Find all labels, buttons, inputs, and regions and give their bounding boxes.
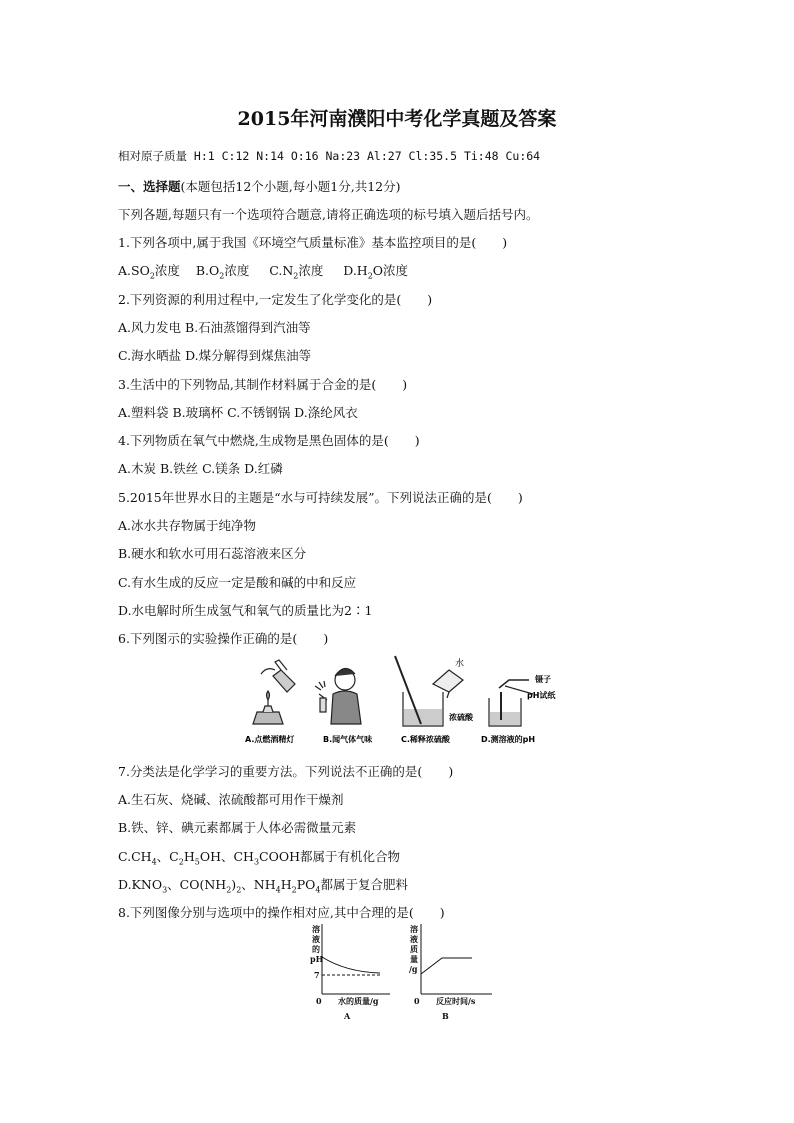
q8-close: ) [439,905,445,920]
q5-option-c: C.有水生成的反应一定是酸和碱的中和反应 [118,575,357,590]
q6-figure [243,654,563,749]
graph-a-xlabel: 水的质量/g [338,996,379,1006]
ph-test-illustration [489,680,533,726]
q2-stem [118,290,432,308]
q1-close: ) [502,235,508,250]
q5-option-d: D.水电解时所生成氢气和氧气的质量比为2∶1 [118,603,373,618]
q3-close: ) [402,377,408,392]
graph-b-curve [421,958,472,974]
q5-option-b: B.硬水和软水可用石蕊溶液来区分 [118,546,307,561]
graph-b-ylabel-5: /g [409,964,418,974]
graph-a-ylabel-3: 的 [312,944,320,954]
q3-stem-text: 3.生活中的下列物品,其制作材料属于合金的是( [118,377,377,392]
graph-a-ylabel-2: 液 [312,934,320,944]
q7-option-d: $D.KNO_3$、$CO(NH_2)_2$、$NH_4H_2PO_4$都属于复合肥料 [118,877,408,895]
graph-a-seven: 7 [314,970,320,980]
person-illustration [315,668,361,724]
paper-label: pH试纸 [527,691,556,700]
page-title: 2015年河南濮阳中考化学真题及答案 [237,108,557,130]
q4-options: A.木炭 B.铁丝 C.镁条 D.红磷 [118,461,283,476]
q8-stem [118,903,445,921]
caption-a: A.点燃酒精灯 [245,735,295,744]
q7-stem-text: 7.分类法是化学学习的重要方法。下列说法不正确的是( [118,764,423,779]
graph-a-zero: 0 [316,996,322,1006]
section-note: (本题包括12个小题,每小题1分,共12分) [180,179,401,194]
q8-graph-a [300,922,395,1022]
q2-options-ab: A.风力发电 B.石油蒸馏得到汽油等 [118,320,311,335]
graph-b-ylabel-2: 液 [410,934,418,944]
q1-stem-text: 1.下列各项中,属于我国《环境空气质量标准》基本监控项目的是( [118,235,477,250]
q1-stem [118,233,507,251]
graph-b-ylabel-4: 量 [410,954,418,964]
graph-a-caption: A [344,1011,351,1021]
q2-options-cd: C.海水晒盐 D.煤分解得到煤焦油等 [118,348,312,363]
q7-close: ) [448,764,454,779]
tweezers-label: 镊子 [535,675,551,684]
q1-option-a: $A.SO_2$浓度 [118,263,180,281]
graph-b-xlabel: 反应时间/s [436,996,476,1006]
q5-stem-text: 5.2015年世界水日的主题是“水与可持续发展”。下列说法正确的是( [118,490,492,505]
graph-b-zero: 0 [414,996,420,1006]
q3-stem [118,375,407,393]
caption-d: D.测溶液的pH [481,735,536,744]
q5-option-a: A.冰水共存物属于纯净物 [118,518,257,533]
q6-stem-text: 6.下列图示的实验操作正确的是( [118,631,298,646]
acid-label: 浓硫酸 [449,713,473,722]
section-title: 一、选择题 [118,179,181,194]
graph-a-ylabel-4: pH [310,954,324,964]
q8-graph-b [406,922,501,1022]
q7-option-c: $C.CH_4$、$C_2H_5OH$、$CH_3COOH$都属于有机化合物 [118,849,401,867]
q1-option-d: $D.H_2O$浓度 [343,263,409,281]
instruction: 下列各题,每题只有一个选项符合题意,请将正确选项的标号填入题后括号内。 [118,207,539,222]
lamp-illustration [253,660,295,724]
q5-close: ) [517,490,523,505]
q1-options [118,261,408,281]
q5-stem [118,488,523,506]
q4-close: ) [414,433,420,448]
section-heading [118,177,400,195]
graph-a-curve [322,957,380,973]
q7-option-b: B.铁、锌、碘元素都属于人体必需微量元素 [118,820,357,835]
graph-a-ylabel-1: 溶 [312,924,320,934]
caption-b: B.闻气体气味 [323,735,373,744]
q6-close: ) [323,631,329,646]
q4-stem-text: 4.下列物质在氧气中燃烧,生成物是黑色固体的是( [118,433,389,448]
graph-b-ylabel-3: 质 [410,944,418,954]
q7-stem [118,762,453,780]
q7-option-a: A.生石灰、烧碱、浓硫酸都可用作干燥剂 [118,792,344,807]
q6-stem [118,629,328,647]
q1-option-b: $B.O_2$浓度 [195,263,250,281]
q2-close: ) [427,292,433,307]
caption-c: C.稀释浓硫酸 [401,735,450,744]
q3-options: A.塑料袋 B.玻璃杯 C.不锈钢锅 D.涤纶风衣 [118,405,358,420]
q8-stem-text: 8.下列图像分别与选项中的操作相对应,其中合理的是( [118,905,414,920]
graph-b-ylabel-1: 溶 [410,924,418,934]
graph-b-caption: B [442,1011,449,1021]
q4-stem [118,431,420,449]
q2-stem-text: 2.下列资源的利用过程中,一定发生了化学变化的是( [118,292,402,307]
q1-option-c: $C.N_2$浓度 [269,263,324,281]
water-label: 水 [455,659,465,669]
atomic-mass-line: 相对原子质量 H:1 C:12 N:14 O:16 Na:23 Al:27 Cl:35.5 Ti:48 Cu:64 [118,149,541,163]
